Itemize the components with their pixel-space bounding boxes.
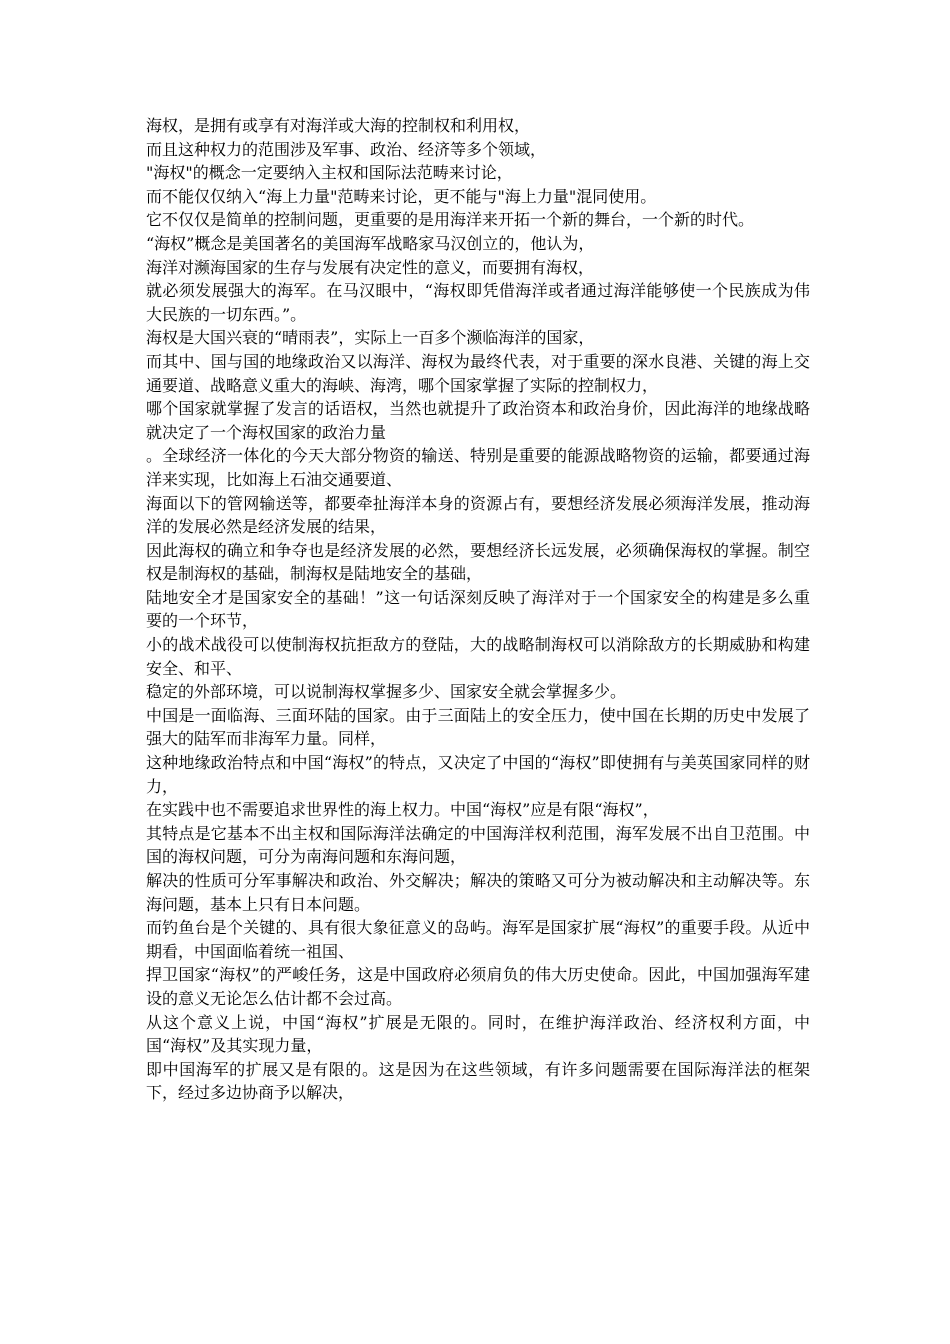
paragraph: 解决的性质可分军事解决和政治、外交解决；解决的策略又可分为被动解决和主动解决等。东海问题，基本上只有日本问题。 — [146, 871, 810, 914]
paragraph: 捍卫国家“海权”的严峻任务，这是中国政府必须肩负的伟大历史使命。因此，中国加强海军建设的意义无论怎么估计都不会过高。 — [146, 965, 810, 1008]
paragraph: 海权是大国兴衰的“晴雨表”，实际上一百多个濒临海洋的国家， — [146, 328, 595, 348]
paragraph: 而其中、国与国的地缘政治又以海洋、海权为最终代表，对于重要的深水良港、关键的海上交通要道、战略意义重大的海峡、海湾，哪个国家掌握了实际的控制权力， — [146, 351, 810, 395]
paragraph: 其特点是它基本不出主权和国际海洋法确定的中国海洋权利范围，海军发展不出自卫范围。中国的海权问题，可分为南海问题和东海问题， — [146, 823, 810, 867]
paragraph: 哪个国家就掌握了发言的话语权，当然也就提升了政治资本和政治身价，因此海洋的地缘战略就决定了一个海权国家的政治力量 — [146, 399, 810, 442]
paragraph: 小的战术战役可以使制海权抗拒敌方的登陆，大的战略制海权可以消除敌方的长期威胁和构建安全、和平、 — [146, 635, 810, 678]
paragraph: “海权”概念是美国著名的美国海军战略家马汉创立的，他认为， — [146, 233, 595, 253]
paragraph: 海面以下的管网输送等，都要牵扯海洋本身的资源占有，要想经济发展必须海洋发展，推动海洋的发展必然是经济发展的结果， — [146, 493, 810, 537]
paragraph: 。全球经济一体化的今天大部分物资的输送、特别是重要的能源战略物资的运输，都要通过海洋来实现，比如海上石油交通要道、 — [146, 446, 810, 489]
paragraph: 而不能仅仅纳入“海上力量"范畴来讨论，更不能与"海上力量"混同使用。 — [146, 186, 657, 206]
paragraph: 陆地安全才是国家安全的基础！”这一句话深刻反映了海洋对于一个国家安全的构建是多么重要的一个环节， — [146, 587, 810, 631]
paragraph: 从这个意义上说，中国“海权”扩展是无限的。同时，在维护海洋政治、经济权利方面，中国“海权”及其实现力量， — [146, 1012, 810, 1056]
paragraph: 即中国海军的扩展又是有限的。这是因为在这些领域，有许多问题需要在国际海洋法的框架下，经过多边协商予以解决， — [146, 1059, 810, 1103]
paragraph: 中国是一面临海、三面环陆的国家。由于三面陆上的安全压力，使中国在长期的历史中发展了强大的陆军而非海军力量。同样， — [146, 705, 810, 749]
paragraph: 在实践中也不需要追求世界性的海上权力。中国“海权”应是有限“海权”， — [146, 800, 659, 820]
paragraph: 稳定的外部环境，可以说制海权掌握多少、国家安全就会掌握多少。 — [146, 682, 627, 702]
paragraph: 而且这种权力的范围涉及军事、政治、经济等多个领域， — [146, 139, 547, 159]
paragraph: 而钓鱼台是个关键的、具有很大象征意义的岛屿。海军是国家扩展“海权”的重要手段。从近中期看，中国面临着统一祖国、 — [146, 918, 810, 961]
paragraph: 它不仅仅是简单的控制问题，更重要的是用海洋来开拓一个新的舞台，一个新的时代。 — [146, 210, 755, 230]
paragraph: 海洋对濒海国家的生存与发展有决定性的意义，而要拥有海权， — [146, 257, 595, 277]
paragraph: 这种地缘政治特点和中国“海权”的特点，又决定了中国的“海权”即使拥有与美英国家同样的财力， — [146, 753, 810, 796]
paragraph: 因此海权的确立和争夺也是经济发展的必然，要想经济长远发展，必须确保海权的掌握。制空权是制海权的基础，制海权是陆地安全的基础， — [146, 540, 810, 584]
paragraph: 就必须发展强大的海军。在马汉眼中，“海权即凭借海洋或者通过海洋能够使一个民族成为伟大民族的一切东西。”。 — [146, 281, 810, 324]
document-body — [146, 114, 810, 1105]
paragraph: 海权，是拥有或享有对海洋或大海的控制权和利用权， — [146, 116, 531, 135]
paragraph: "海权"的概念一定要纳入主权和国际法范畴来讨论， — [146, 163, 513, 183]
